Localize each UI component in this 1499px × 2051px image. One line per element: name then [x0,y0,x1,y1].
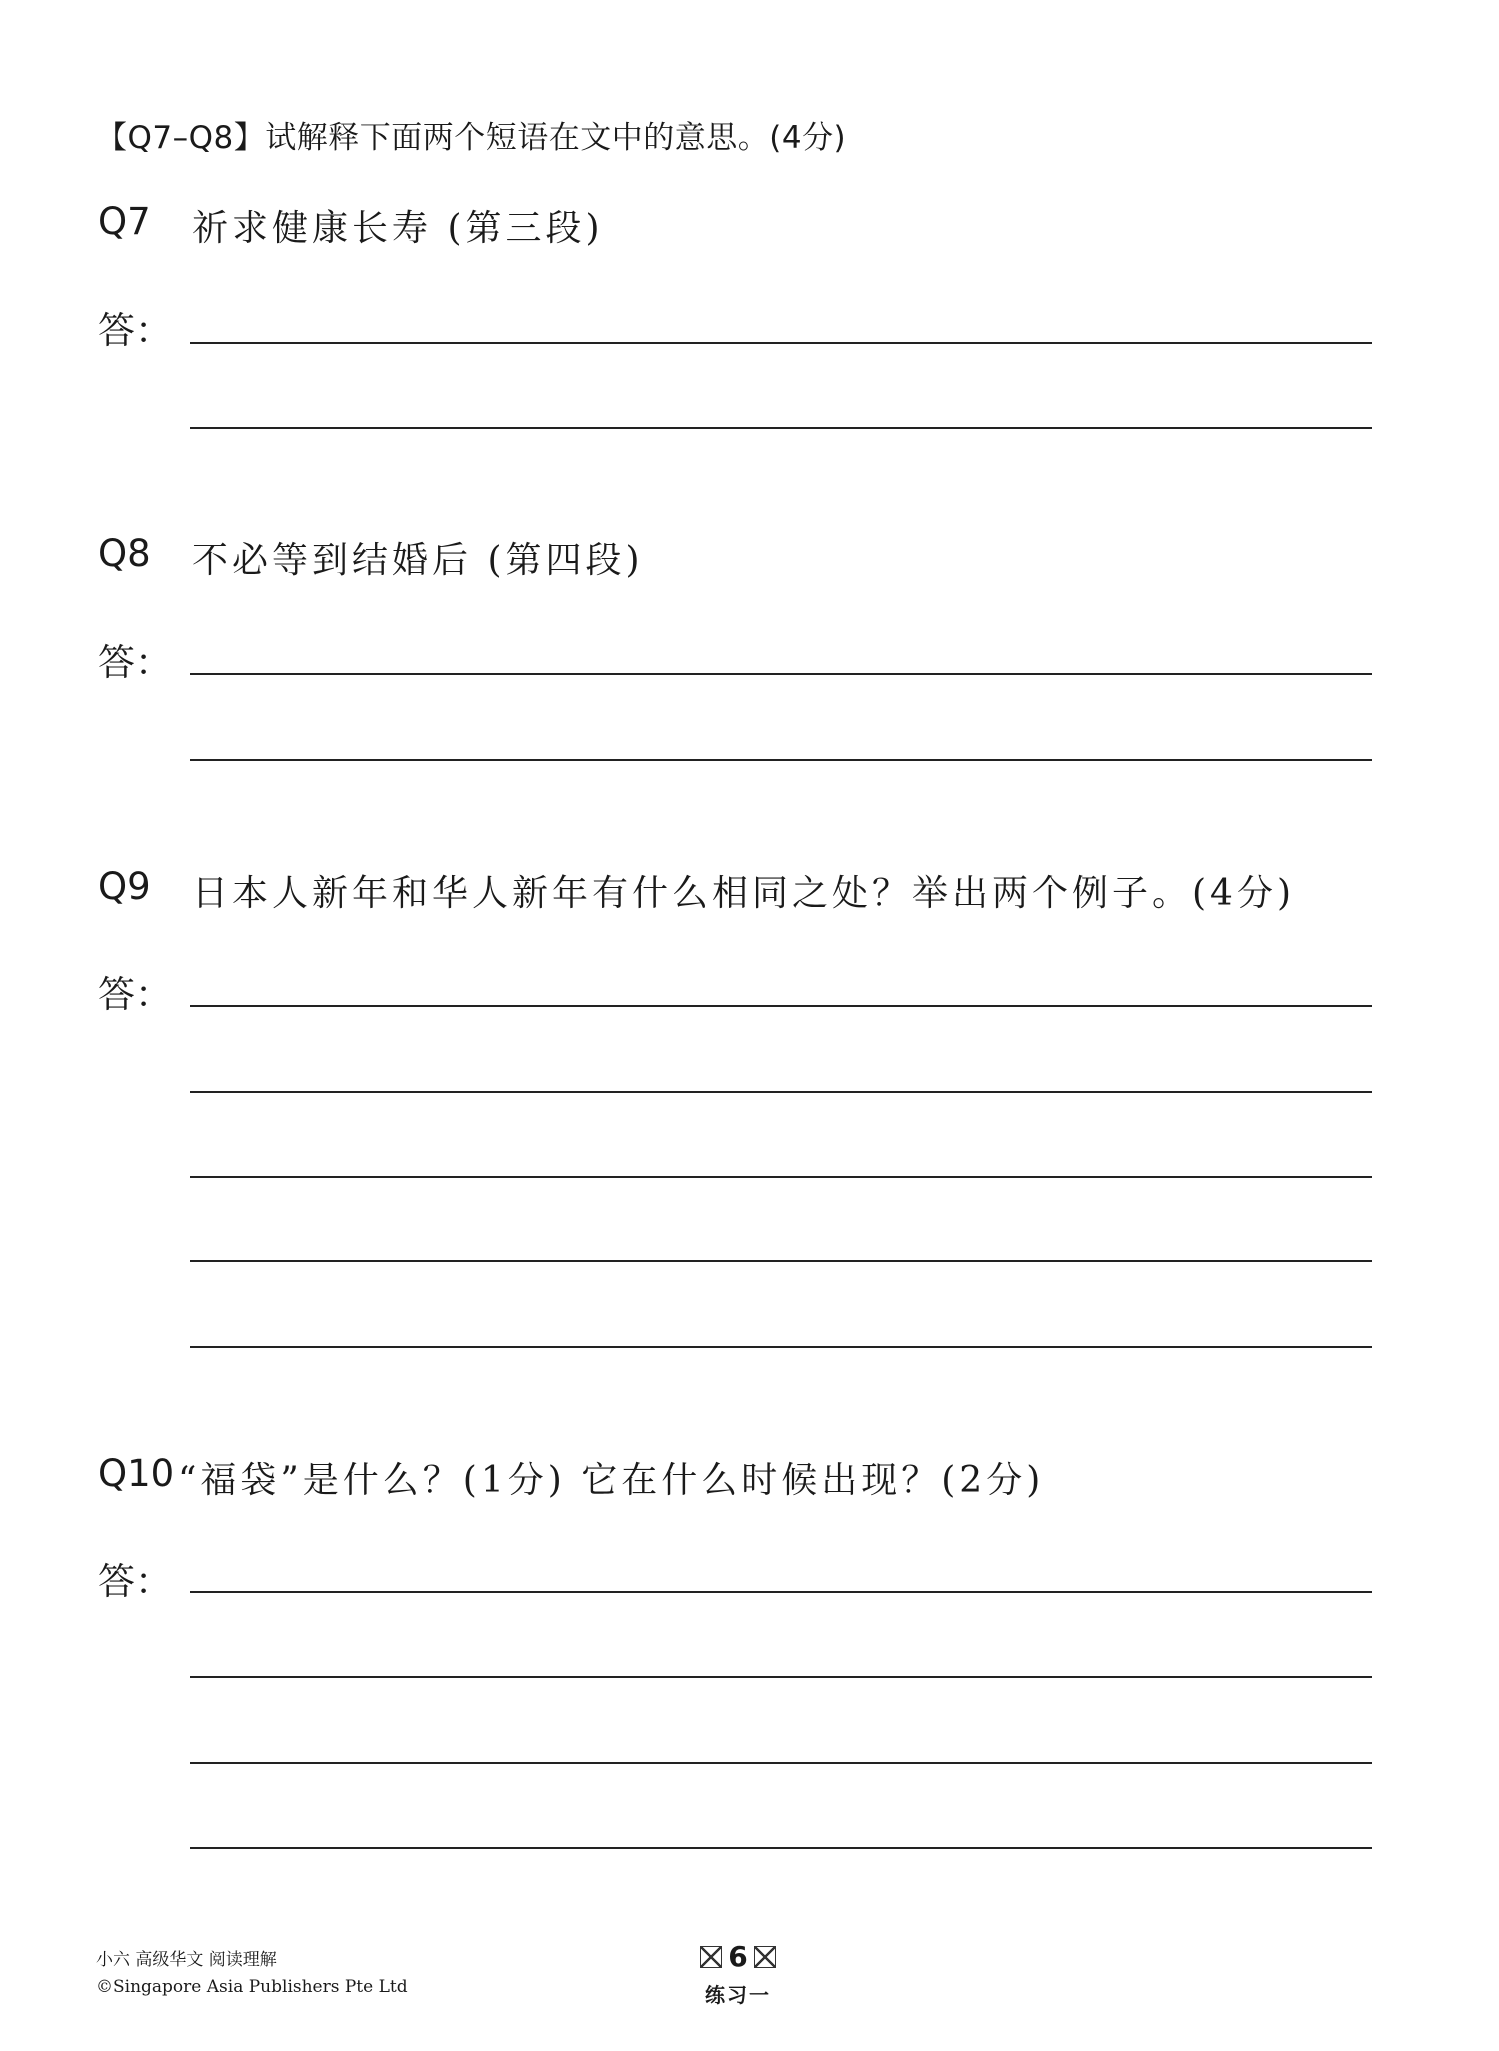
page-ornament-icon [700,1946,722,1968]
book-title: 小六 高级华文 阅读理解 [96,1950,277,1970]
footer-info [96,1947,408,2001]
question-text-q10: “福袋”是什么？(1分) 它在什么时候出现？(2分) [178,1460,1045,1501]
answer-line[interactable] [190,673,1372,675]
question-number-q7: Q7 [98,200,151,243]
exercise-label: 练习一 [705,1983,771,2007]
section-header: 【Q7–Q8】试解释下面两个短语在文中的意思。(4分) [96,120,847,156]
answer-line[interactable] [190,427,1372,429]
answer-line[interactable] [190,1091,1372,1093]
answer-line[interactable] [190,342,1372,344]
answer-line[interactable] [190,759,1372,761]
answer-line[interactable] [190,1591,1372,1593]
question-number-q8: Q8 [98,532,151,575]
answer-line[interactable] [190,1005,1372,1007]
copyright: ©Singapore Asia Publishers Pte Ltd [96,1977,408,1997]
question-number-q9: Q9 [98,865,151,908]
question-text-q9: 日本人新年和华人新年有什么相同之处？举出两个例子。(4分) [192,873,1295,914]
answer-label-q10: 答： [98,1560,172,1603]
answer-line[interactable] [190,1676,1372,1678]
page-ornament-icon [754,1946,776,1968]
answer-line[interactable] [190,1176,1372,1178]
answer-line[interactable] [190,1346,1372,1348]
answer-label-q7: 答： [98,309,172,352]
answer-label-q8: 答： [98,641,172,684]
question-text-q8: 不必等到结婚后 (第四段) [192,540,644,581]
question-number-q10: Q10 [98,1452,175,1495]
answer-line[interactable] [190,1260,1372,1262]
page-number: 6 [728,1940,748,1973]
answer-line[interactable] [190,1847,1372,1849]
answer-label-q9: 答： [98,973,172,1016]
answer-line[interactable] [190,1762,1372,1764]
question-text-q7: 祈求健康长寿 (第三段) [192,208,604,249]
page-number-block [688,1940,788,2008]
